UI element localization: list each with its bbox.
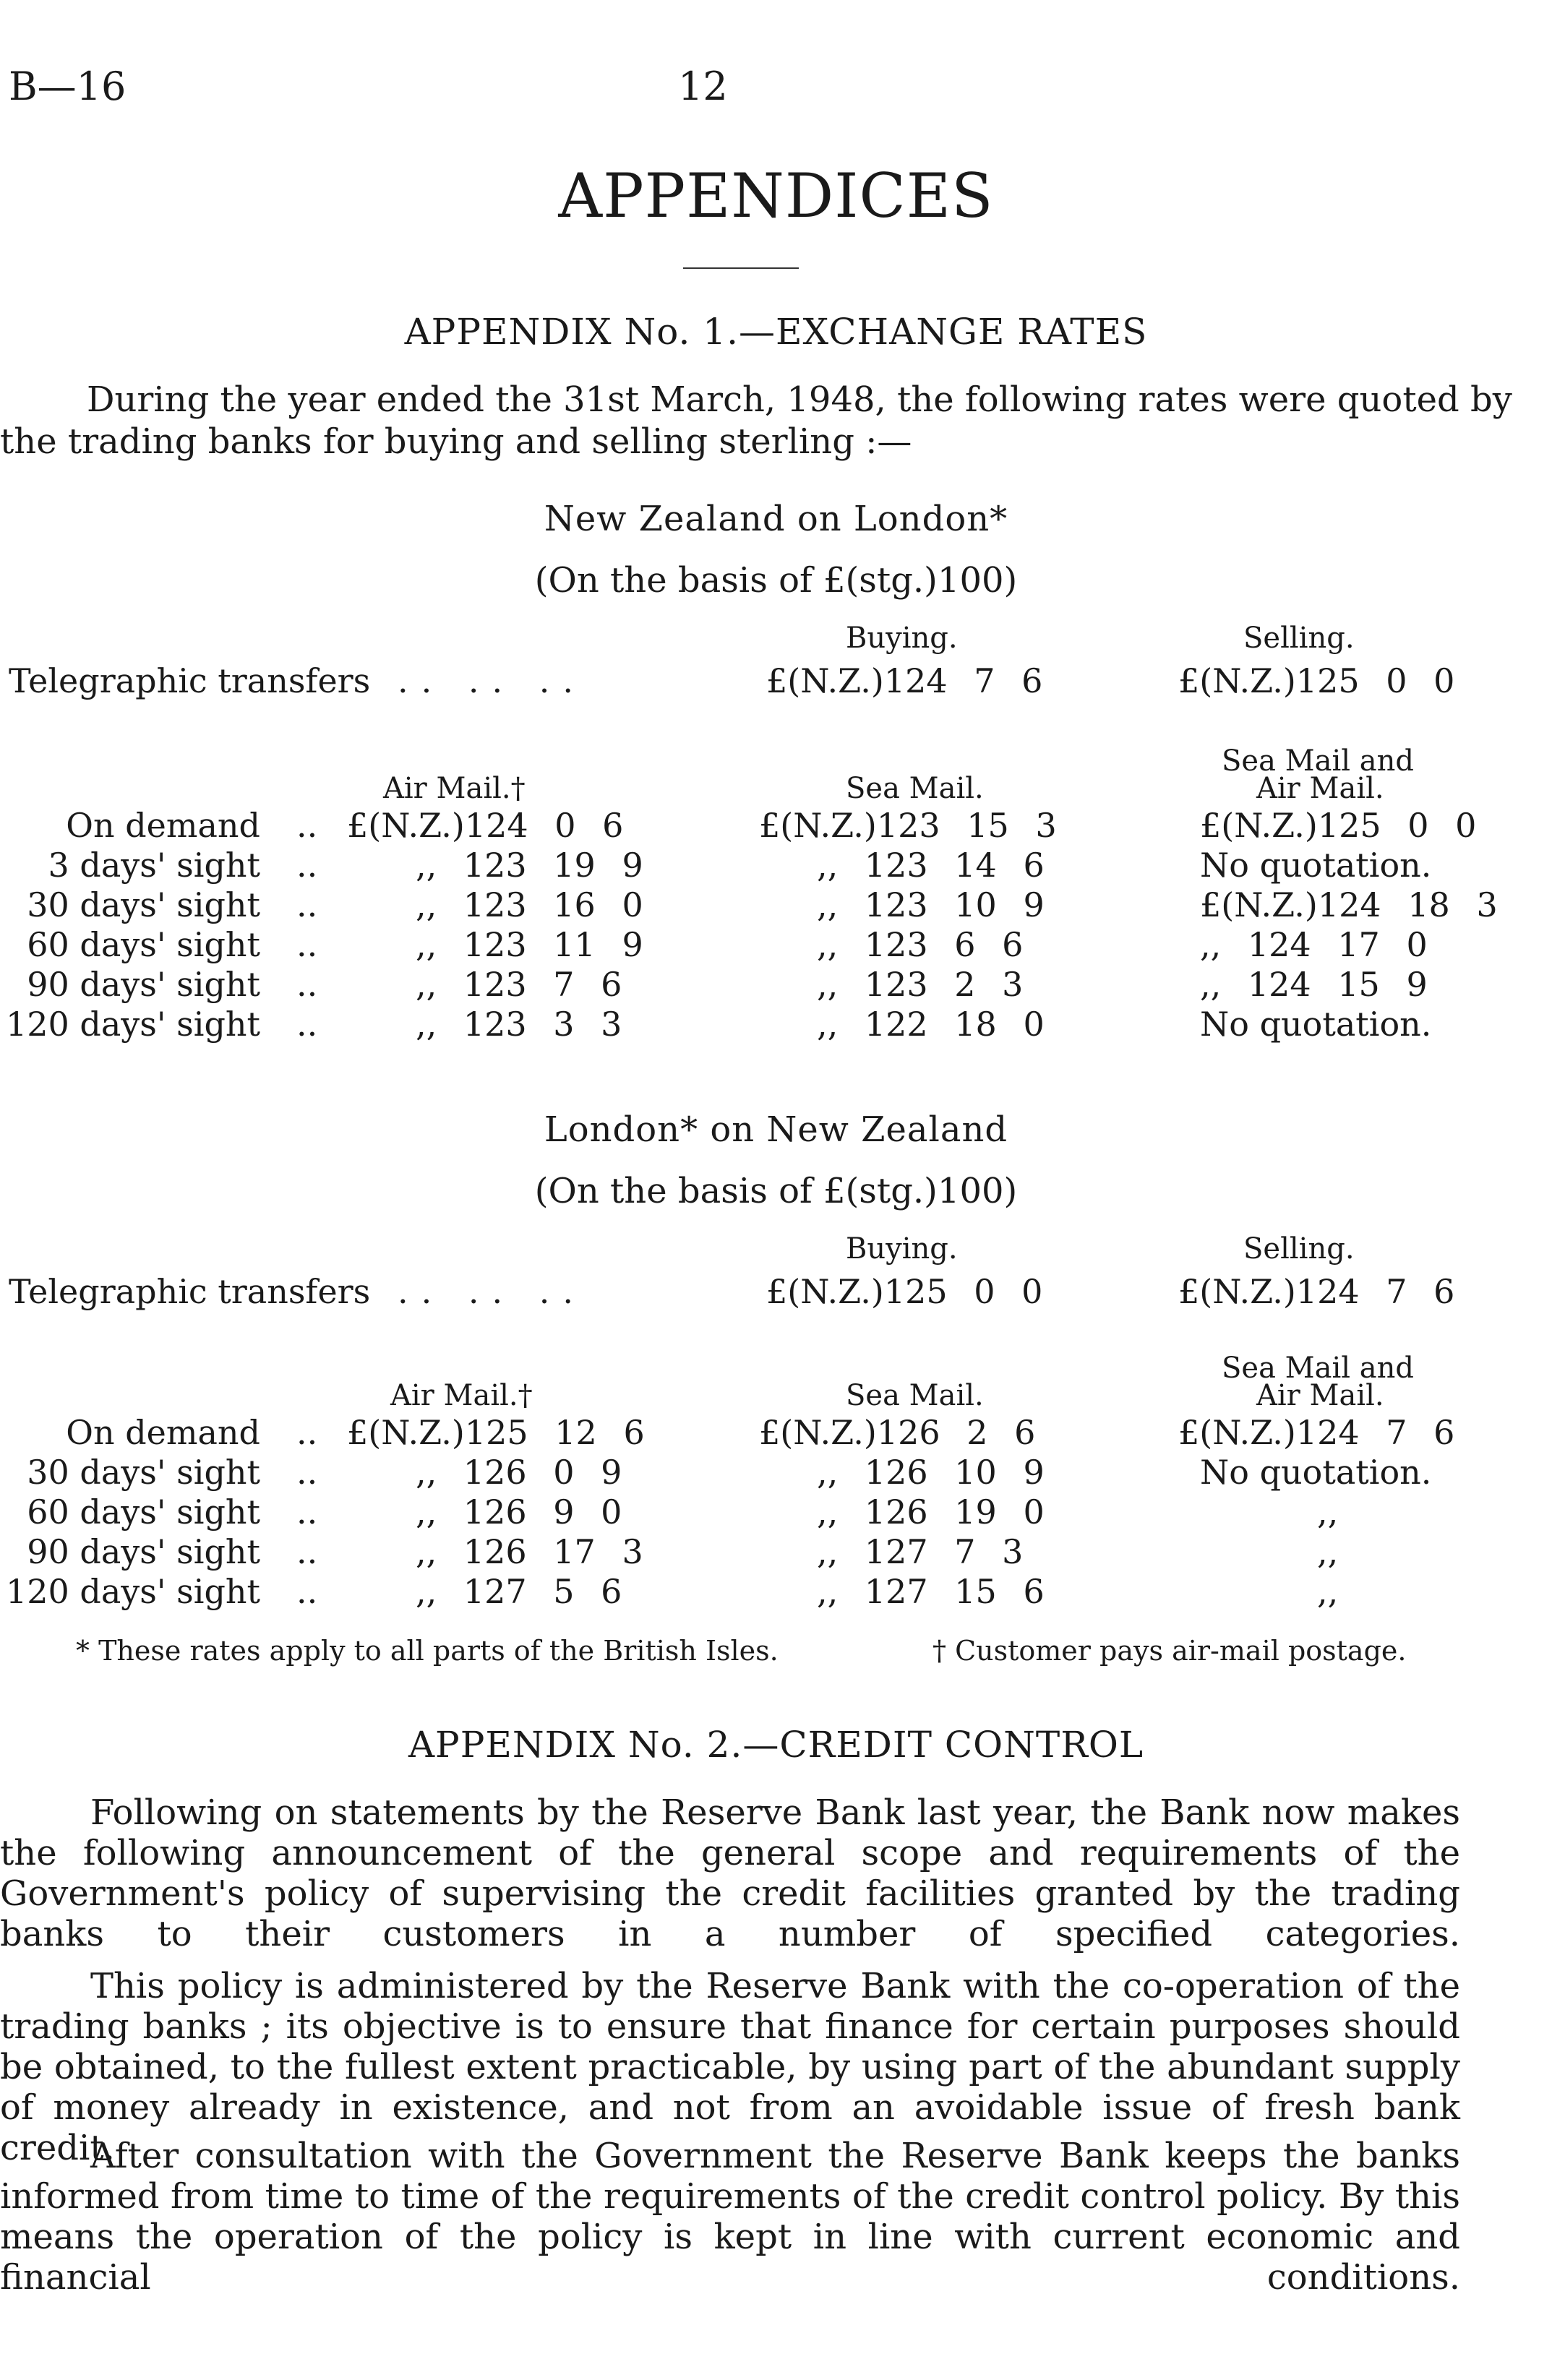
table-row-dots: .. [296,965,318,1004]
nz-london-tt-selling: £(N.Z.)125 0 0 [1178,661,1455,700]
table-row-label: 60 days' sight [27,925,260,964]
table-row-airmail: ,, 127 5 6 [416,1572,622,1611]
appendix2-paragraph-3: After consultation with the Government the Reserve Bank keeps the banks informed from time to time of the requirements of the credit control policy. By this means the operation of the policy is kept in line with current economic and financial conditions. [0,2136,1460,2298]
table-row-seaair: No quotation. [1200,846,1432,885]
london-nz-tt-buying: £(N.Z.)125 0 0 [766,1272,1043,1311]
appendix1-intro-line1: During the year ended the 31st March, 1948, the following rates were quoted by [87,379,1512,420]
appendix2-paragraph-2: This policy is administered by the Reserve Bank with the co-operation of the trading banks ; its objective is to ensure that finance for certain purposes should be obtained, to the fullest extent practicable, by using part of the abundant supply of money already in existence, and not from an avoidable issue of fresh bank credit. [0,1966,1460,2168]
table-row-dots: .. [296,846,318,885]
table-row-label: 90 days' sight [27,965,260,1004]
page-title: APPENDICES [558,160,994,231]
page-number: 12 [678,64,728,109]
table-row-seamail: ,, 122 18 0 [817,1005,1045,1044]
table-row-label: 120 days' sight [5,1005,260,1044]
table-row-airmail: £(N.Z.)125 12 6 [347,1413,645,1452]
table-row-seamail: ,, 127 15 6 [817,1572,1045,1611]
nz-london-buying-label: Buying. [846,622,958,655]
table-row-label: 30 days' sight [27,1453,260,1492]
footnote-star: * These rates apply to all parts of the British Isles. [76,1635,779,1667]
table-row-seaair: No quotation. [1200,1453,1432,1492]
london-nz-basis: (On the basis of £(stg.)100) [534,1171,1018,1211]
table-row-seamail: ,, 123 6 6 [817,925,1024,964]
table-row-seamail: ,, 126 10 9 [817,1453,1045,1492]
table-row-seamail: ,, 126 19 0 [817,1492,1045,1531]
nz-london-col-airmail: Air Mail.† [383,772,526,805]
nz-london-col-seaair-1: Sea Mail and [1222,744,1414,778]
london-nz-selling-label: Selling. [1243,1232,1355,1266]
london-nz-tt-dots: .. .. .. [398,1272,586,1311]
table-row-airmail: ,, 123 3 3 [416,1005,622,1044]
table-row-label: On demand [66,806,260,845]
table-row-seaair: ,, [1317,1572,1339,1611]
table-row-airmail: £(N.Z.)124 0 6 [347,806,624,845]
table-row-seaair: £(N.Z.)124 7 6 [1178,1413,1455,1452]
nz-london-tt-dots: .. .. .. [398,661,586,700]
nz-london-basis: (On the basis of £(stg.)100) [534,560,1018,601]
table-row-airmail: ,, 123 11 9 [416,925,643,964]
table-row-seaair: ,, 124 15 9 [1200,965,1428,1004]
nz-london-col-seaair-2: Air Mail. [1256,772,1384,805]
footnote-dagger: † Customer pays air-mail postage. [933,1635,1407,1667]
nz-london-col-seamail: Sea Mail. [846,772,984,805]
london-nz-col-seaair-2: Air Mail. [1256,1379,1384,1412]
london-nz-buying-label: Buying. [846,1232,958,1266]
table-row-seamail: ,, 127 7 3 [817,1532,1024,1571]
nz-london-tt-label: Telegraphic transfers [9,661,371,700]
table-row-seamail: £(N.Z.)126 2 6 [759,1413,1036,1452]
table-row-label: 30 days' sight [27,885,260,924]
section-code: B—16 [9,64,127,109]
table-row-seaair: ,, [1317,1532,1339,1571]
table-row-dots: .. [296,925,318,964]
table-row-label: 60 days' sight [27,1492,260,1531]
london-nz-col-seamail: Sea Mail. [846,1379,984,1412]
table-row-seaair: ,, [1317,1492,1339,1531]
table-row-dots: .. [296,1532,318,1571]
table-row-seamail: ,, 123 14 6 [817,846,1045,885]
appendix1-heading: APPENDIX No. 1.—EXCHANGE RATES [404,311,1148,353]
table-row-seamail: ,, 123 2 3 [817,965,1024,1004]
table-row-dots: .. [296,1453,318,1492]
appendix2-heading: APPENDIX No. 2.—CREDIT CONTROL [408,1724,1144,1766]
title-rule [683,267,799,269]
london-nz-col-seaair-1: Sea Mail and [1222,1352,1414,1385]
nz-london-heading: New Zealand on London* [544,499,1008,539]
table-row-seaair: £(N.Z.)124 18 3 [1200,885,1498,924]
table-row-dots: .. [296,1005,318,1044]
table-row-label: 90 days' sight [27,1532,260,1571]
table-row-dots: .. [296,1572,318,1611]
table-row-seaair: £(N.Z.)125 0 0 [1200,806,1477,845]
table-row-airmail: ,, 123 7 6 [416,965,622,1004]
appendix1-intro-line2: the trading banks for buying and selling sterling :— [0,421,912,462]
table-row-airmail: ,, 126 0 9 [416,1453,622,1492]
london-nz-tt-selling: £(N.Z.)124 7 6 [1178,1272,1455,1311]
nz-london-selling-label: Selling. [1243,622,1355,655]
table-row-seamail: £(N.Z.)123 15 3 [759,806,1057,845]
table-row-airmail: ,, 123 16 0 [416,885,643,924]
table-row-airmail: ,, 126 9 0 [416,1492,622,1531]
table-row-dots: .. [296,885,318,924]
nz-london-tt-buying: £(N.Z.)124 7 6 [766,661,1043,700]
london-nz-tt-label: Telegraphic transfers [9,1272,371,1311]
table-row-airmail: ,, 126 17 3 [416,1532,643,1571]
london-nz-col-airmail: Air Mail.† [390,1379,533,1412]
appendix2-paragraph-1: Following on statements by the Reserve Bank last year, the Bank now makes the following announcement of the general scope and requirements of the Government's policy of supervising the credit facilities granted by the trading banks to their customers in a number of specified categories. [0,1792,1460,1954]
table-row-label: On demand [66,1413,260,1452]
table-row-dots: .. [296,1492,318,1531]
table-row-dots: .. [296,1413,318,1452]
table-row-label: 120 days' sight [5,1572,260,1611]
london-nz-heading: London* on New Zealand [544,1109,1008,1150]
table-row-label: 3 days' sight [48,846,260,885]
table-row-seaair: No quotation. [1200,1005,1432,1044]
table-row-seaair: ,, 124 17 0 [1200,925,1428,964]
table-row-dots: .. [296,806,318,845]
table-row-airmail: ,, 123 19 9 [416,846,643,885]
table-row-seamail: ,, 123 10 9 [817,885,1045,924]
